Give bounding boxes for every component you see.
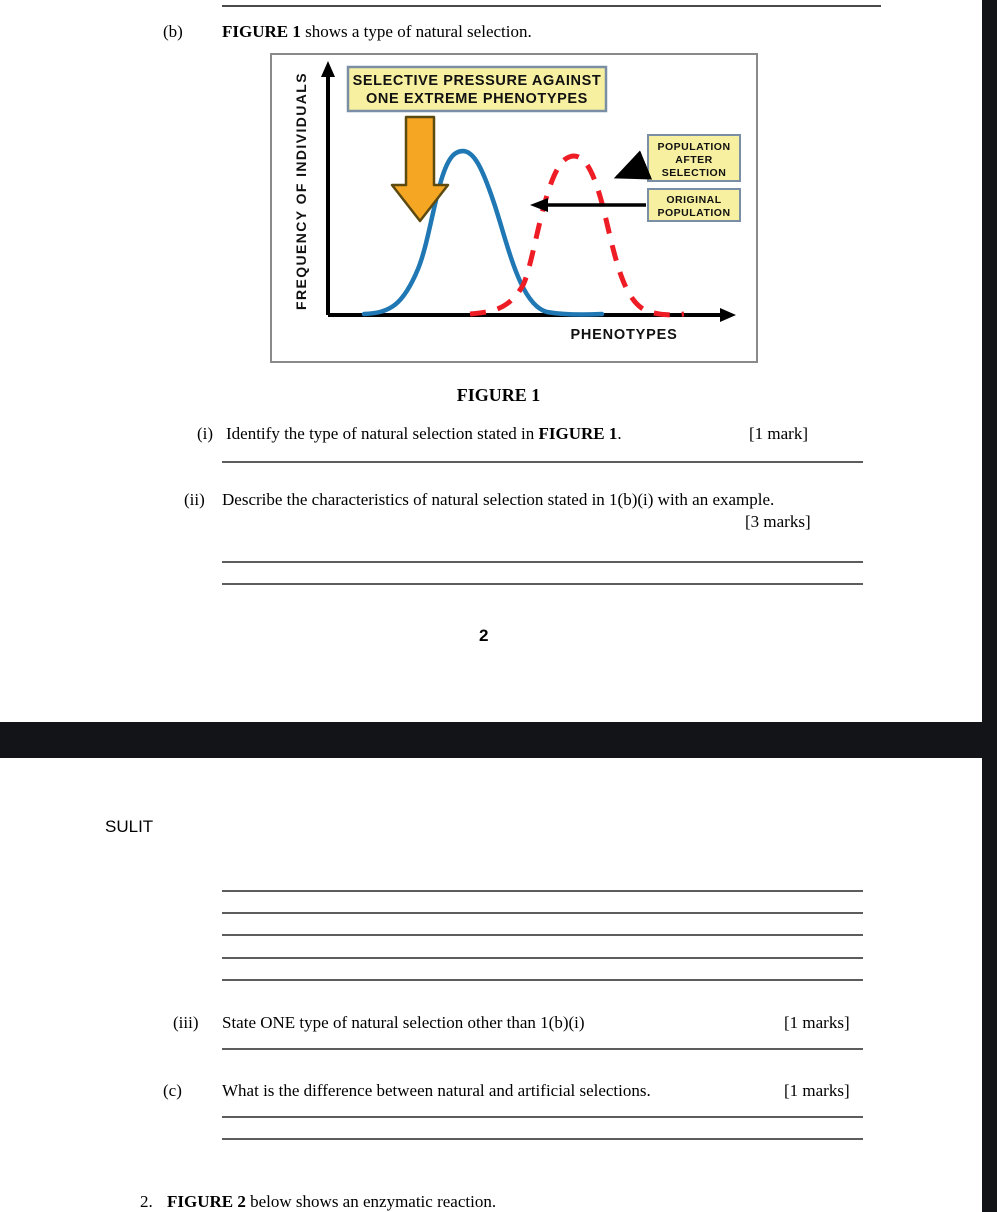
question-b-iii-marks: [1 marks]	[784, 1013, 850, 1032]
svg-text:AFTER: AFTER	[675, 154, 713, 166]
question-b-ii-label: (ii)	[184, 490, 205, 509]
answer-line[interactable]	[222, 957, 863, 959]
selective-pressure-arrow	[392, 117, 448, 221]
answer-line[interactable]	[222, 934, 863, 936]
callout-population-after-selection	[617, 135, 740, 181]
answer-line[interactable]	[222, 1138, 863, 1140]
question-b-ii-marks: [3 marks]	[745, 512, 811, 531]
svg-text:ONE EXTREME PHENOTYPES: ONE EXTREME PHENOTYPES	[366, 91, 588, 107]
answer-line[interactable]	[222, 890, 863, 892]
svg-text:SELECTIVE PRESSURE AGAINST: SELECTIVE PRESSURE AGAINST	[352, 73, 602, 89]
question-b-label: (b)	[163, 22, 183, 41]
page-number: 2	[479, 626, 489, 645]
figure-1-reference: FIGURE 1	[222, 22, 301, 41]
y-axis-label: FREQUENCY OF INDIVIDUALS	[293, 72, 309, 310]
svg-text:POPULATION: POPULATION	[657, 207, 731, 219]
answer-line[interactable]	[222, 561, 863, 563]
x-axis-label: PHENOTYPES	[570, 327, 678, 343]
figure-1-container	[270, 53, 758, 363]
question-b-i-marks: [1 mark]	[749, 424, 809, 443]
answer-line[interactable]	[222, 583, 863, 585]
question-2-number: 2.	[140, 1192, 153, 1211]
question-b-iii-text: State ONE type of natural selection other than 1(b)(i)	[222, 1013, 585, 1032]
scan-edge-right-upper	[982, 0, 997, 722]
original-population-curve	[364, 151, 602, 315]
figure-1-caption: FIGURE 1	[456, 385, 541, 405]
answer-line[interactable]	[222, 912, 863, 914]
question-b-i-label: (i)	[197, 424, 214, 443]
answer-line[interactable]	[222, 1048, 863, 1050]
question-b-i-text-before: Identify the type of natural selection stated in	[226, 424, 539, 443]
figure-1-graphic	[272, 55, 756, 361]
question-b-lead	[222, 22, 532, 42]
scan-edge-right-lower	[982, 758, 997, 1212]
question-c-marks: [1 marks]	[784, 1081, 850, 1100]
svg-text:ORIGINAL: ORIGINAL	[666, 194, 722, 206]
question-c-text: What is the difference between natural and artificial selections.	[222, 1081, 651, 1100]
question-b-lead-rest: shows a type of natural selection.	[300, 22, 532, 41]
figure-2-reference: FIGURE 2	[167, 1192, 246, 1211]
question-b-i-figure-ref: FIGURE 1	[538, 424, 618, 443]
question-b-iii-label: (iii)	[173, 1013, 199, 1032]
question-b-ii-text: Describe the characteristics of natural selection stated in 1(b)(i) with an example.	[222, 490, 775, 509]
question-c-label: (c)	[163, 1081, 182, 1100]
question-b-i-text	[226, 424, 622, 444]
svg-text:SELECTION: SELECTION	[661, 167, 727, 179]
question-2-lead	[167, 1192, 496, 1212]
svg-text:POPULATION: POPULATION	[657, 141, 731, 153]
scan-separator-band	[0, 722, 997, 758]
callout-original-population	[530, 189, 740, 221]
answer-line[interactable]	[222, 1116, 863, 1118]
answer-line[interactable]	[222, 461, 863, 463]
selective-pressure-box	[348, 67, 606, 111]
question-2-lead-rest: below shows an enzymatic reaction.	[245, 1192, 497, 1211]
top-divider-rule	[222, 5, 881, 7]
question-b-i-text-after: .	[617, 424, 622, 443]
security-label: SULIT	[105, 817, 154, 836]
answer-line[interactable]	[222, 979, 863, 981]
